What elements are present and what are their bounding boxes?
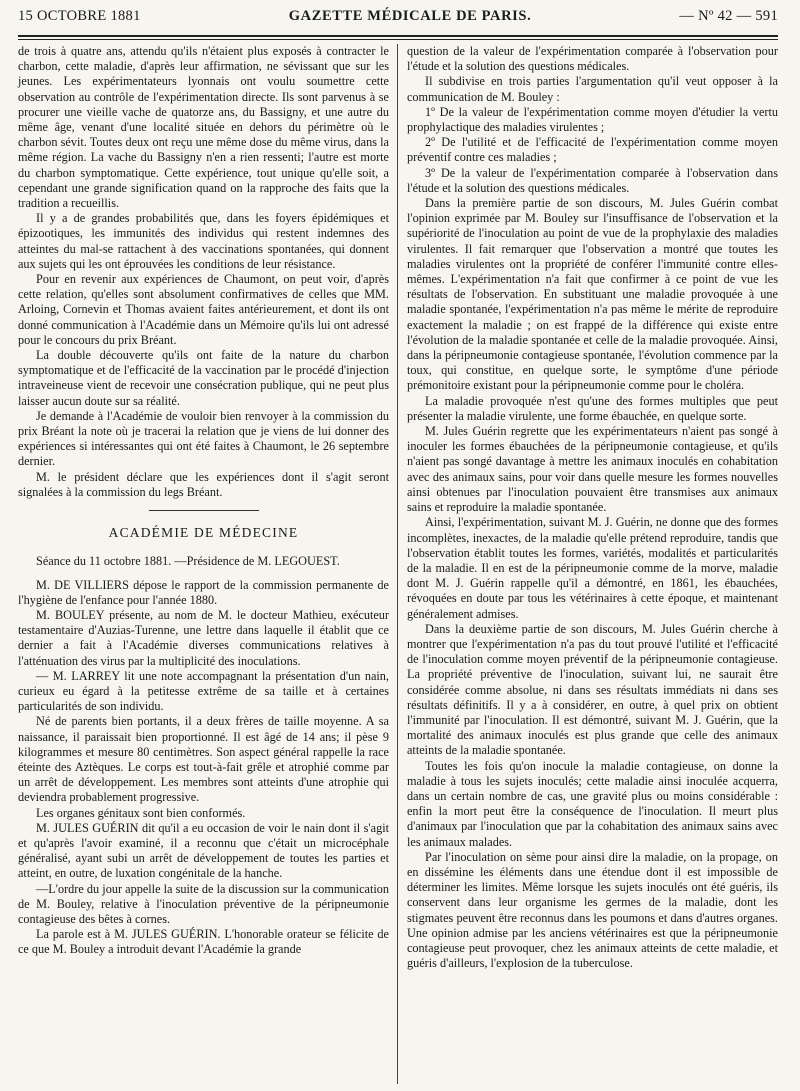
paragraph: M. BOULEY présente, au nom de M. le docteur Mathieu, exécuteur testamentaire d'Auzias-Turenne, une lettre dans laquelle il établit que ce dernier a fait à l'Académie diverses communications relatives à l'atténuation des virus par la multiplicité des inoculations. [18,607,389,668]
left-column [18,44,397,1084]
text-columns [18,44,778,1084]
header-rule [18,35,778,37]
paragraph: — M. LARREY lit une note accompagnant la présentation d'un nain, curieux eu égard à la petitesse extrême de sa taille et à certaines particularités de son individu. [18,668,389,714]
paragraph: La maladie provoquée n'est qu'une des formes multiples que peut présenter la maladie virulente, une forme ébauchée, en quelque sorte. [407,393,778,423]
page-header [18,8,778,32]
header-date: 15 OCTOBRE 1881 [18,8,141,24]
paragraph: 1º De la valeur de l'expérimentation comme moyen d'étudier la vertu prophylactique des maladies virulentes ; [407,104,778,135]
right-column [397,44,778,1084]
paragraph: La parole est à M. JULES GUÉRIN. L'honorable orateur se félicite de ce que M. Bouley a introduit devant l'Académie la grande [18,927,389,957]
paragraph: Les organes génitaux sont bien conformés. [36,805,246,820]
header-rule-thin [18,39,778,40]
paragraph: La double découverte qu'ils ont faite de la nature du charbon symptomatique et de l'efficacité de la vaccination par le procédé d'injection intraveineuse vient de recevoir une consécration publique, qui ne peut plus laisser aucun doute sur sa réalité. [18,348,389,408]
paragraph: Toutes les fois qu'on inocule la maladie contagieuse, on donne la maladie à tous les sujets inoculés; cette maladie ainsi inoculée acquerra, dans un certain nombre de cas, une gravité plus ou moins considérable : enfin la mort peut être la conséquence de l'inoculation. Il meurt plus d'animaux par l'inoculation que par la cohabitation des animaux sains avec les animaux malades. [407,758,778,849]
paragraph: Dans la deuxième partie de son discours, M. Jules Guérin cherche à montrer que l'expérimentation n'a pas du tout prouvé l'utilité et l'efficacité de l'inoculation comme moyen préventif de la péripneumonie contagieuse. La propriété préventive de l'inoculation, suivant lui, ne saurait être considérée comme absolue, ni dans ses résultats immédiats ni dans ses résultats définitifs. Il y a à considérer, en outre, à quel prix on obtient l'immunité par l'inoculation. Il est démontré, suivant M. J. Guérin, que la mortalité des animaux inoculés est plus grande que celle des animaux atteints de la maladie spontanée. [407,621,778,758]
paragraph: Ainsi, l'expérimentation, suivant M. J. Guérin, ne donne que des formes incomplètes, inexactes, de la maladie qu'elle prétend reproduire, tandis que l'observation établit toutes les formes, variétés, modalités et particularités de la maladie. Il en est de la péripneumonie comme de la morve, maladie dont M. J. Guérin rappelle qu'il a démontré, en 1861, les ébauchées, révoquées en doute par tous les vétérinaires à cette époque, et maintenant généralement admises. [407,515,778,621]
header-title: GAZETTE MÉDICALE DE PARIS. [288,8,532,24]
paragraph: Il y a de grandes probabilités que, dans les foyers épidémiques et épizootiques, les immunités des individus qui restent indemnes des atteintes du mal-se rattachent à des vaccinations spontanées, qui donnent aux sujets qui les ont éprouvées les conditions de leur résistance. [18,211,389,271]
paragraph: M. DE VILLIERS dépose le rapport de la commission permanente de l'hygiène de l'enfance pour l'année 1880. [18,577,389,607]
paragraph: 2º De l'utilité et de l'efficacité de l'expérimentation comme moyen préventif contre ces maladies ; [407,135,778,165]
paragraph: Je demande à l'Académie de vouloir bien renvoyer à la commission du prix Bréant la note où je tracerai la relation que je viens de lui donner des expériences si intéressantes qui ont été faites à Chaumont, le 26 septembre dernier. [18,408,389,469]
header-issue-page: — Nº 42 — 591 [679,8,778,24]
paragraph: M. JULES GUÉRIN dit qu'il a eu occasion de voir le nain dont il s'agit et qu'après l'avoir examiné, il a reconnu que c'était un microcéphale généralisé, ayant subi un arrêt de développement de toutes les parties et atteint, en outre, de luxation congénitale de la hanche. [18,820,389,881]
section-divider [149,510,259,511]
session-heading: Séance du 11 octobre 1881. —Présidence de M. LEGOUEST. [36,554,340,569]
paragraph: M. le président déclare que les expériences dont il s'agit seront signalées à la commission du legs Bréant. [18,469,389,499]
paragraph: question de la valeur de l'expérimentation comparée à l'observation pour l'étude et la solution des questions médicales. [407,44,778,74]
section-title: ACADÉMIE DE MÉDECINE [108,525,299,541]
paragraph: de trois à quatre ans, attendu qu'ils n'étaient plus exposés à contracter le charbon, cette maladie, d'après leur affirmation, ne sévissant que sur les jeunes. Les expérimentateurs lyonnais ont voulu soumettre cette observation au contrôle de l'expérimentation directe. Ils sont parvenus à se procurer une vieille vache de quatorze ans, du Bassigny, et une autre du même âge, venant d'une localité située en dehors du périmètre où le charbon sévit. Toutes deux ont reçu une même dose du même virus, dans la même région. La vache du Bassigny n'en a rien ressenti; l'autre est morte du charbon symptomatique. Cette expérience, tout unique qu'elle soit, a cependant une grande signification quand on la rapproche des faits que la tradition a recueillis. [18,44,389,211]
paragraph: M. Jules Guérin regrette que les expérimentateurs n'aient pas songé à inoculer les formes ébauchées de la péripneumonie contagieuse, et qu'ils n'aient pas songé davantage à mettre les animaux inoculés en cohabitation avec des animaux sains, pour voir dans quelle mesure les formes nouvelles ainsi obtenues par l'inoculation pouvaient être transmises aux animaux sains et reproduire la maladie spontanée. [407,424,778,515]
paragraph: Dans la première partie de son discours, M. Jules Guérin combat l'opinion exprimée par M. Bouley sur l'insuffisance de l'observation et la supériorité de l'inoculation au point de vue de la prophylaxie des maladies virulentes. Il fait remarquer que l'observation a montré que toutes les maladies virulentes ont la propriété de conférer l'immunité contre elles-mêmes. L'expérimentation n'a fait que confirmer à ce point de vue les résultats de l'observation. En substituant une maladie provoquée à une maladie spontanée, l'expérimentation n'a pas même le mérite de reproduire exactement la maladie ; on est frappé de la différence qui existe entre l'évolution de la maladie spontanée et celle de la maladie provoquée. Ainsi, dans la péripneumonie contagieuse spontanée, l'évolution commence par la toux, qui constitue, en quelque sorte, le symptôme d'une période prémonitoire existant pour la péripneumonie comme pour le choléra. [407,196,778,393]
paragraph: Pour en revenir aux expériences de Chaumont, on peut voir, d'après cette relation, qu'elles sont absolument confirmatives de celles que MM. Arloing, Cornevin et Thomas avaient faites antérieurement, et dont ils ont donné communication à l'Académie dans un Mémoire qu'ils lui ont adressé pour le concours du prix Bréant. [18,272,389,347]
paragraph: 3º De la valeur de l'expérimentation comparée à l'observation dans l'étude et la solution des questions médicales. [407,165,778,195]
paragraph: —L'ordre du jour appelle la suite de la discussion sur la communication de M. Bouley, relative à l'inoculation préventive de la péripneumonie contagieuse des bêtes à cornes. [18,881,389,926]
paragraph: Par l'inoculation on sème pour ainsi dire la maladie, on la propage, on en dissémine les éléments dans une étendue dont il est impossible de déterminer les limites. Même lorsque les sujets inoculés ont été guéris, ils conservent dans leur organisme les germes de la maladie, dont les stigmates peuvent être reconnus dans les poumons et dans d'autres organes. Une opinion admise par les anciens vétérinaires est que la péripneumonie contagieuse peut provoquer, chez les animaux atteints de cette maladie, et guéris d'ailleurs, l'explosion de la tuberculose. [407,849,778,971]
paragraph: Né de parents bien portants, il a deux frères de taille moyenne. A sa naissance, il paraissait bien proportionné. Il est âgé de 14 ans; il pèse 9 kilogrammes et mesure 80 centimètres. Son aspect général rappelle la race éteinte des Aztèques. Le corps est tout-à-fait grêle et atrophié comme par un arrêt de développement. Les membres sont atteints d'une atrophie qui deviendra probablement progressive. [18,714,389,805]
paragraph: Il subdivise en trois parties l'argumentation qu'il veut opposer à la communication de M. Bouley : [407,74,778,104]
